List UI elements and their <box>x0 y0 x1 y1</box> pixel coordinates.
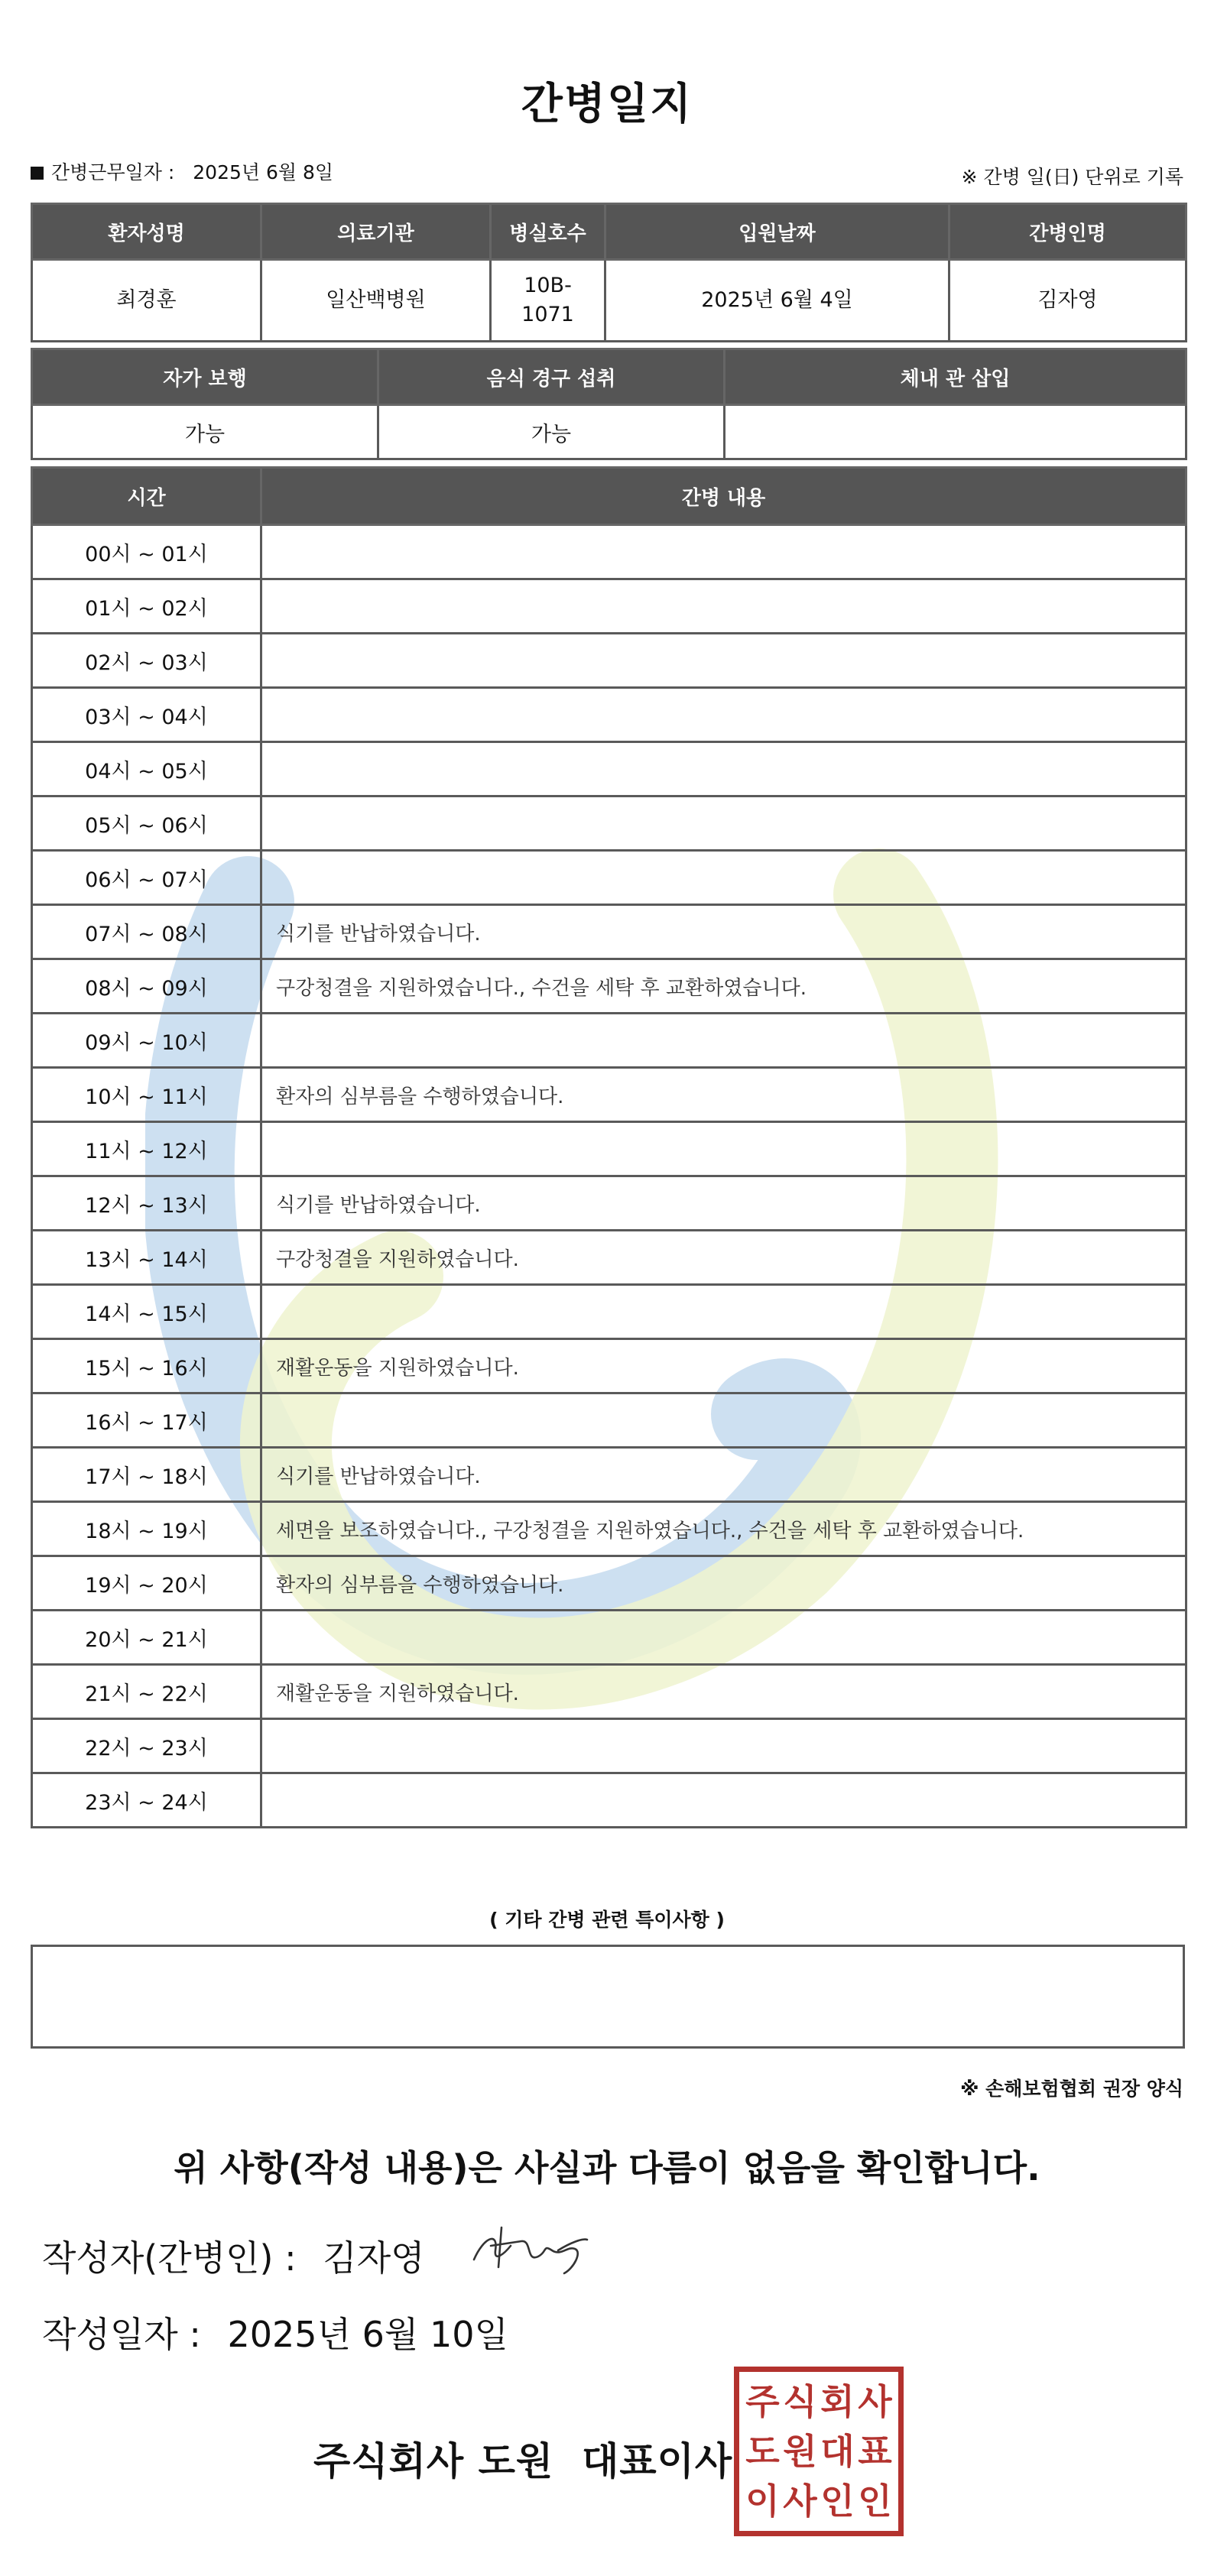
time-slot: 02시 ~ 03시 <box>32 634 261 688</box>
hospital-name: 일산백병원 <box>261 260 491 342</box>
care-log-table <box>31 466 1187 1828</box>
care-content <box>261 1122 1186 1176</box>
handwritten-signature <box>468 2223 590 2278</box>
caregiver-name: 김자영 <box>949 260 1186 342</box>
written-date-label: 작성일자 : <box>42 2314 201 2355</box>
time-slot: 03시 ~ 04시 <box>32 688 261 742</box>
notes-box <box>31 1945 1185 2049</box>
header-caregiver-name: 간병인명 <box>949 204 1186 260</box>
seal-glyph: 사 <box>783 2480 817 2522</box>
care-content <box>261 851 1186 905</box>
time-slot: 10시 ~ 11시 <box>32 1068 261 1122</box>
seal-glyph: 표 <box>858 2430 892 2472</box>
table-row <box>32 1502 1186 1556</box>
time-slot: 16시 ~ 17시 <box>32 1393 261 1448</box>
time-slot: 06시 ~ 07시 <box>32 851 261 905</box>
patient-info-table <box>31 203 1187 342</box>
time-slot: 07시 ~ 08시 <box>32 905 261 959</box>
time-slot: 01시 ~ 02시 <box>32 579 261 634</box>
seal-glyph: 주 <box>745 2380 780 2422</box>
time-slot: 22시 ~ 23시 <box>32 1719 261 1773</box>
care-content <box>261 1773 1186 1828</box>
time-slot: 00시 ~ 01시 <box>32 525 261 579</box>
care-content <box>261 634 1186 688</box>
care-content: 식기를 반납하였습니다. <box>261 1448 1186 1502</box>
writer-name: 김자영 <box>323 2237 425 2279</box>
header-patient-name: 환자성명 <box>32 204 261 260</box>
room-number: 10B- 1071 <box>491 260 605 342</box>
care-content <box>261 742 1186 796</box>
table-row <box>32 1014 1186 1068</box>
time-slot: 13시 ~ 14시 <box>32 1231 261 1285</box>
header-hospital: 의료기관 <box>261 204 491 260</box>
time-slot: 12시 ~ 13시 <box>32 1176 261 1231</box>
care-content <box>261 688 1186 742</box>
table-row <box>32 1285 1186 1339</box>
table-row <box>32 851 1186 905</box>
seal-glyph: 이 <box>745 2480 780 2522</box>
table-row <box>32 688 1186 742</box>
table-row <box>32 1339 1186 1393</box>
table-row <box>32 905 1186 959</box>
seal-glyph: 도 <box>745 2430 780 2472</box>
time-slot: 09시 ~ 10시 <box>32 1014 261 1068</box>
tube-insertion-value <box>725 405 1186 459</box>
care-content <box>261 1611 1186 1665</box>
self-walking-value: 가능 <box>32 405 378 459</box>
care-content <box>261 1014 1186 1068</box>
table-row <box>32 742 1186 796</box>
care-content: 식기를 반납하였습니다. <box>261 1176 1186 1231</box>
time-slot: 11시 ~ 12시 <box>32 1122 261 1176</box>
company-seal-stamp <box>734 2367 904 2536</box>
care-content: 식기를 반납하였습니다. <box>261 905 1186 959</box>
confirmation-statement: 위 사항(작성 내용)은 사실과 다름이 없음을 확인합니다. <box>174 2147 1040 2188</box>
header-self-walking: 자가 보행 <box>32 349 378 405</box>
seal-glyph: 사 <box>858 2380 892 2422</box>
time-slot: 15시 ~ 16시 <box>32 1339 261 1393</box>
table-row <box>32 1448 1186 1502</box>
table-row <box>32 959 1186 1014</box>
table-row <box>32 1122 1186 1176</box>
writer-label: 작성자(간병인) : <box>42 2237 297 2279</box>
care-content <box>261 796 1186 851</box>
page-title: 간병일지 <box>521 79 693 129</box>
header-oral-intake: 음식 경구 섭취 <box>378 349 725 405</box>
square-bullet-icon <box>31 167 44 180</box>
care-content <box>261 525 1186 579</box>
written-date-value: 2025년 6월 10일 <box>227 2314 508 2355</box>
footnote: ※ 손해보험협회 권장 양식 <box>960 2078 1183 2100</box>
care-content: 환자의 심부름을 수행하였습니다. <box>261 1068 1186 1122</box>
time-slot: 04시 ~ 05시 <box>32 742 261 796</box>
time-slot: 14시 ~ 15시 <box>32 1285 261 1339</box>
company-representative: 주식회사 도원 대표이사 <box>313 2439 733 2484</box>
work-date-label: 간병근무일자 : <box>51 161 175 183</box>
time-slot: 19시 ~ 20시 <box>32 1556 261 1611</box>
writer-line <box>42 2230 425 2281</box>
oral-intake-value: 가능 <box>378 405 725 459</box>
table-row <box>32 1176 1186 1231</box>
care-content: 재활운동을 지원하였습니다. <box>261 1339 1186 1393</box>
time-slot: 20시 ~ 21시 <box>32 1611 261 1665</box>
unit-note: ※ 간병 일(日) 단위로 기록 <box>961 166 1183 188</box>
table-row <box>32 1068 1186 1122</box>
table-row <box>32 525 1186 579</box>
care-content <box>261 579 1186 634</box>
care-content <box>261 1285 1186 1339</box>
time-slot: 23시 ~ 24시 <box>32 1773 261 1828</box>
header-room-number: 병실호수 <box>491 204 605 260</box>
care-log-rows <box>32 525 1186 1828</box>
care-content: 구강청결을 지원하였습니다. <box>261 1231 1186 1285</box>
header-care-content: 간병 내용 <box>261 468 1186 525</box>
care-content: 재활운동을 지원하였습니다. <box>261 1665 1186 1719</box>
work-date-value: 2025년 6월 8일 <box>193 161 334 183</box>
time-slot: 05시 ~ 06시 <box>32 796 261 851</box>
care-content: 환자의 심부름을 수행하였습니다. <box>261 1556 1186 1611</box>
care-content: 세면을 보조하였습니다., 구강청결을 지원하였습니다., 수건을 세탁 후 교환하였습니다. <box>261 1502 1186 1556</box>
table-row <box>32 1231 1186 1285</box>
care-content <box>261 1393 1186 1448</box>
seal-glyph: 식 <box>783 2380 817 2422</box>
seal-glyph: 회 <box>820 2380 855 2422</box>
time-slot: 21시 ~ 22시 <box>32 1665 261 1719</box>
written-date-line <box>42 2307 508 2357</box>
notes-title: ( 기타 간병 관련 특이사항 ) <box>489 1909 725 1931</box>
time-slot: 08시 ~ 09시 <box>32 959 261 1014</box>
seal-glyph: 인 <box>858 2480 892 2522</box>
table-row <box>32 579 1186 634</box>
patient-name: 최경훈 <box>32 260 261 342</box>
header-time: 시간 <box>32 468 261 525</box>
seal-glyph: 원 <box>783 2430 817 2472</box>
admission-date: 2025년 6월 4일 <box>605 260 949 342</box>
time-slot: 17시 ~ 18시 <box>32 1448 261 1502</box>
time-slot: 18시 ~ 19시 <box>32 1502 261 1556</box>
work-date-row <box>31 157 333 185</box>
care-content <box>261 1719 1186 1773</box>
table-row <box>32 634 1186 688</box>
header-admission-date: 입원날짜 <box>605 204 949 260</box>
seal-glyph: 대 <box>820 2430 855 2472</box>
table-row <box>32 796 1186 851</box>
table-row <box>32 1773 1186 1828</box>
table-row <box>32 1611 1186 1665</box>
table-row <box>32 1556 1186 1611</box>
table-row <box>32 1665 1186 1719</box>
patient-status-table <box>31 348 1187 460</box>
header-tube-insertion: 체내 관 삽입 <box>725 349 1186 405</box>
seal-glyph: 인 <box>820 2480 855 2522</box>
table-row <box>32 1393 1186 1448</box>
care-content: 구강청결을 지원하였습니다., 수건을 세탁 후 교환하였습니다. <box>261 959 1186 1014</box>
table-row <box>32 1719 1186 1773</box>
